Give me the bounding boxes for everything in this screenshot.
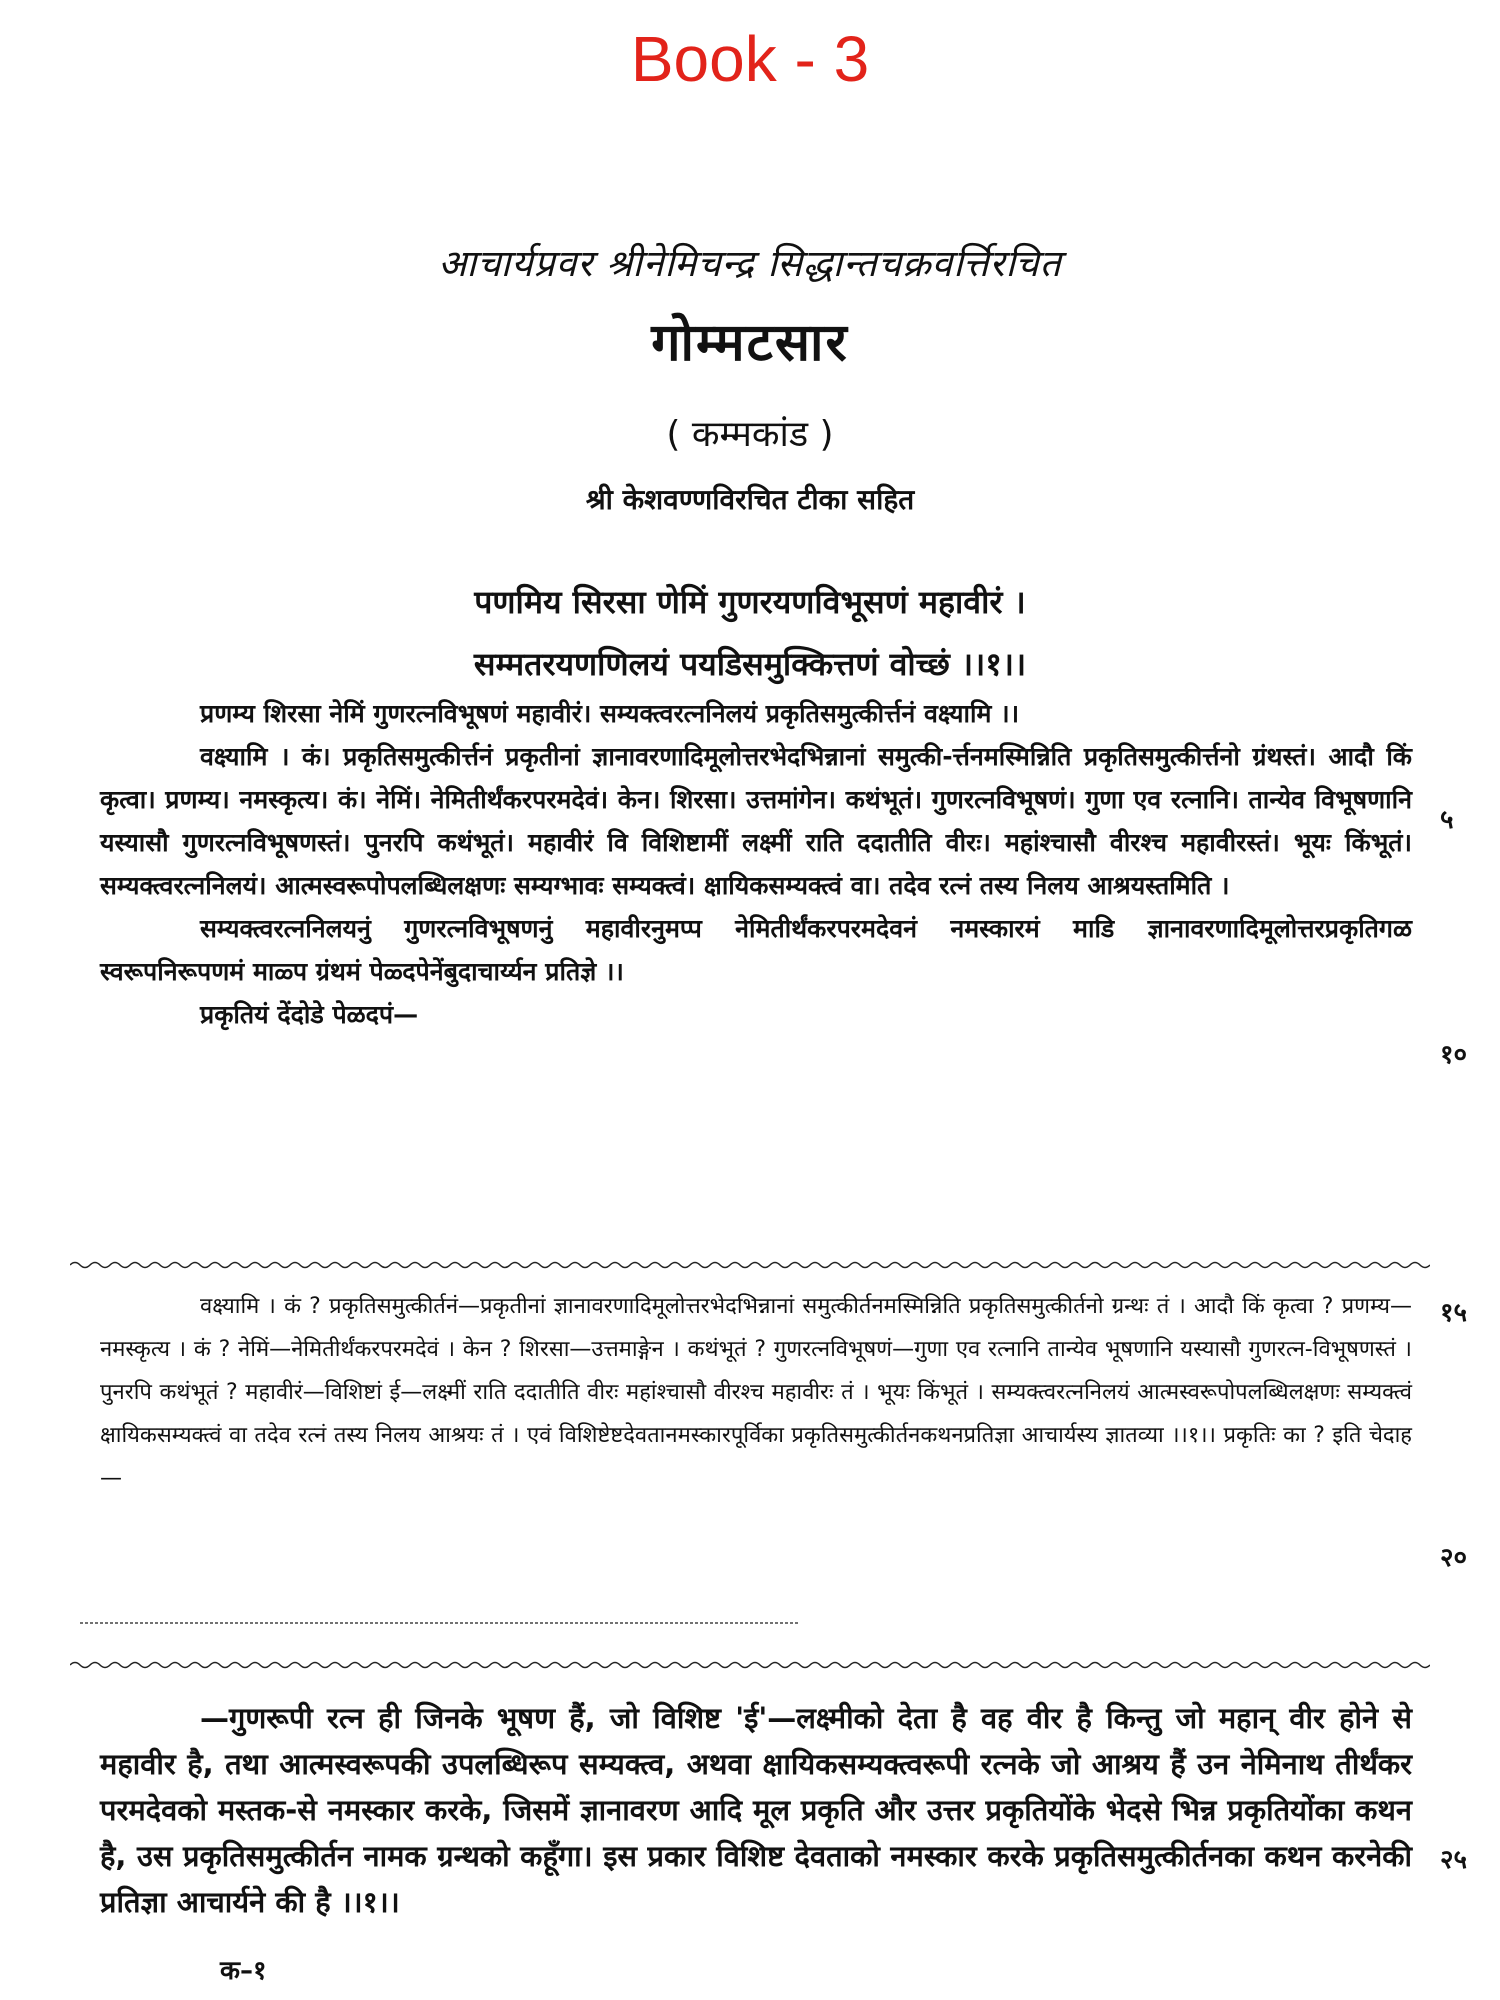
line-number-25: २५ xyxy=(1440,1845,1468,1875)
section-subtitle: ( कम्मकांड ) xyxy=(666,414,834,455)
line-number-20: २० xyxy=(1440,1543,1468,1573)
sanskrit-tika-paragraph: वक्ष्यामि । कं ? प्रकृतिसमुत्कीर्तनं—प्रकृतीनां ज्ञानावरणादिमूलोत्तरभेदभिन्नानां समुत्कीर्तनमस्मिन्निति प्रकृतिसमुत्कीर्तनो ग्रन्थः तं । आदौ किं कृत्वा ? प्रणम्य—नमस्कृत्य । कं ? नेमिं—नेमितीर्थंकरपरमदेवं । केन ? शिरसा—उत्तमाङ्गेन । कथंभूतं ? गुणरत्नविभूषणं—गुणा एव रत्नानि तान्येव भूषणानि यस्यासौ गुणरत्न-विभूषणस्तं । पुनरपि कथंभूतं ? महावीरं—विशिष्टां ई—लक्ष्मीं राति ददातीति वीरः महांश्चासौ वीरश्च महावीरः तं । भूयः किंभूतं । सम्यक्त्वरत्ननिलयं आत्मस्वरूपोपलब्धिलक्षणः सम्यक्त्वं क्षायिकसम्यक्त्वं वा तदेव रत्नं तस्य निलय आश्रयः तं । एवं विशिष्टेष्टदेवतानमस्कारपूर्विका प्रकृतिसमुत्कीर्तनकथनप्रतिज्ञा आचार्यस्य ज्ञातव्या ।।१।। प्रकृतिः का ? इति चेदाह— xyxy=(100,1294,1412,1491)
line-number-15: १५ xyxy=(1440,1298,1468,1328)
commentary-paragraph-3: सम्यक्त्वरत्ननिलयनुं गुणरत्नविभूषणनुं महावीरनुमप्प नेमितीर्थंकरपरमदेवनं नमस्कारमं माडि ज्ञानावरणादिमूलोत्तरप्रकृतिगळ स्वरूपनिरूपणमं माळ्प ग्रंथमं पेळ्दपेनेंबुदाचार्य्यन प्रतिज्ञे ।। xyxy=(100,914,1412,986)
sanskrit-tika xyxy=(100,1285,1412,1500)
verse-line-2: सम्मतरयणणिलयं पयडिसमुक्कित्तणं वोच्छं ।।१।। xyxy=(473,645,1027,683)
hindi-translation xyxy=(100,1695,1412,1925)
commentary-paragraph-4: प्रकृतियं देंदोडे पेळदपं— xyxy=(200,1000,419,1029)
kannada-commentary xyxy=(100,692,1412,1036)
book-title: गोम्मटसार xyxy=(651,313,849,373)
line-number-5: ५ xyxy=(1440,805,1454,835)
short-divider xyxy=(80,1618,800,1628)
signature-mark: क–१ xyxy=(220,1956,267,1986)
book-label: Book - 3 xyxy=(630,23,870,95)
commentary-credit: श्री केशवण्णविरचित टीका सहित xyxy=(585,483,915,516)
wavy-divider-bottom xyxy=(70,1660,1430,1670)
verse-line-1: पणमिय सिरसा णेमिं गुणरयणविभूसणं महावीरं । xyxy=(474,583,1026,621)
commentary-paragraph-2: वक्ष्यामि । कं। प्रकृतिसमुत्कीर्त्तनं प्रकृतीनां ज्ञानावरणादिमूलोत्तरभेदभिन्नानां समुत्की-र्त्तनमस्मिन्निति प्रकृतिसमुत्कीर्त्तनो ग्रंथस्तं। आदौ किं कृत्वा। प्रणम्य। नमस्कृत्य। कं। नेमिं। नेमितीर्थंकरपरमदेवं। केन। शिरसा। उत्तमांगेन। कथंभूतं। गुणरत्नविभूषणं। गुणा एव रत्नानि। तान्येव विभूषणानि यस्यासौ गुणरत्नविभूषणस्तं। पुनरपि कथंभूतं। महावीरं वि विशिष्टामीं लक्ष्मीं राति ददातीति वीरः। महांश्चासौ वीरश्च महावीरस्तं। भूयः किंभूतं। सम्यक्त्वरत्ननिलयं। आत्मस्वरूपोपलब्धिलक्षणः सम्यग्भावः सम्यक्त्वं। क्षायिकसम्यक्त्वं वा। तदेव रत्नं तस्य निलय आश्रयस्तमिति । xyxy=(100,742,1412,900)
author-attribution: आचार्यप्रवर श्रीनेमिचन्द्र सिद्धान्तचक्रवर्त्तिरचित xyxy=(438,242,1062,285)
commentary-paragraph-1: प्रणम्य शिरसा नेमिं गुणरत्नविभूषणं महावीरं। सम्यक्त्वरत्ननिलयं प्रकृतिसमुत्कीर्त्तनं वक्ष्यामि ।। xyxy=(200,699,1020,728)
hindi-translation-paragraph: —गुणरूपी रत्न ही जिनके भूषण हैं, जो विशिष्ट 'ई'—लक्ष्मीको देता है वह वीर है किन्तु जो महान् वीर होने से महावीर है, तथा आत्मस्वरूपकी उपलब्धिरूप सम्यक्त्व, अथवा क्षायिकसम्यक्त्वरूपी रत्नके जो आश्रय हैं उन नेमिनाथ तीर्थंकर परमदेवको मस्तक-से नमस्कार करके, जिसमें ज्ञानावरण आदि मूल प्रकृति और उत्तर प्रकृतियोंके भेदसे भिन्न प्रकृतियोंका कथन है, उस प्रकृतिसमुत्कीर्तन नामक ग्रन्थको कहूँगा। इस प्रकार विशिष्ट देवताको नमस्कार करके प्रकृतिसमुत्कीर्तनका कथन करनेकी प्रतिज्ञा आचार्यने की है ।।१।। xyxy=(100,1701,1412,1919)
wavy-divider-top xyxy=(70,1260,1430,1270)
line-number-10: १० xyxy=(1440,1040,1468,1070)
